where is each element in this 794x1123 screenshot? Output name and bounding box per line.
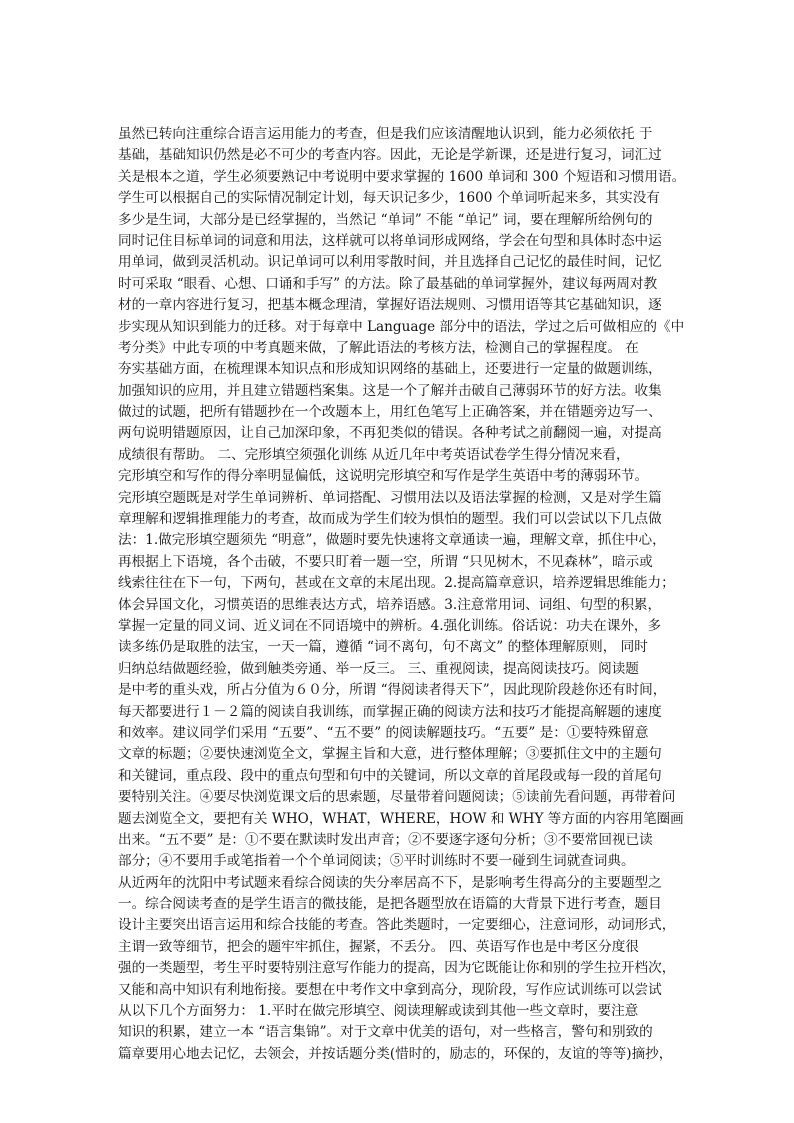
text-line: 是中考的重头戏，所占分值为６０分，所谓 “得阅读者得天下”，因此现阶段趁你还有时间，: [118, 682, 667, 699]
text-line: 基础，基础知识仍然是必不可少的考查内容。因此，无论是学新课，还是进行复习，词汇过: [118, 147, 662, 164]
text-line: 加强知识的应用，并且建立错题档案集。这是一个了解并击破自己薄弱环节的好方法。收集: [118, 382, 662, 399]
text-line: 线索往往在下一句，下两句，甚或在文章的末尾出现。2.提高篇章意识，培养逻辑思维能力；: [118, 575, 675, 592]
text-line: 部分；④不要用手或笔指着一个个单词阅读；⑤平时训练时不要一碰到生词就查词典。: [118, 853, 635, 870]
text-line: 强的一类题型，考生平时要特别注意写作能力的提高，因为它既能让你和别的学生拉开档次，: [118, 960, 676, 977]
text-line: 体会异国文化，习惯英语的思维表达方式，培养语感。3.注意常用词、词组、句型的积累，: [118, 596, 662, 613]
text-line: 关是根本之道，学生必须要熟记中考说明中要求掌握的 1600 单词和 300 个短语和习惯用语。: [118, 168, 686, 185]
text-line: 完形填空和写作的得分率明显偏低，这说明完形填空和写作是学生英语中考的薄弱环节。: [118, 468, 649, 485]
text-line: 出来。“五不要” 是：①不要在默读时发出声音；②不要逐字逐句分析；③不要常回视已读: [118, 831, 653, 848]
text-line: 完形填空题既是对学生单词辨析、单词搭配、习惯用法以及语法掌握的检测，又是对学生篇: [118, 489, 662, 506]
document-body: [118, 124, 686, 1065]
text-line: 成绩很有帮助。 二、完形填空须强化训练 从近几年中考英语试卷学生得分情况来看，: [118, 446, 630, 463]
text-line: 用单词，做到灵活机动。识记单词可以利用零散时间，并且选择自己记忆的最佳时间，记忆: [118, 254, 662, 271]
text-line: 从以下几个方面努力： 1.平时在做完形填空、阅读理解或读到其他一些文章时，要注意: [118, 1003, 639, 1020]
text-line: 要特别关注。④要尽快浏览课文后的思索题，尽量带着问题阅读；⑤读前先看问题，再带着问: [118, 789, 676, 806]
text-line: 多少是生词，大部分是已经掌握的，当然记 “单词” 不能 “单记” 词，要在理解所给例句的: [118, 211, 653, 228]
text-line: 和关键词，重点段、段中的重点句型和句中的关键词，所以文章的首尾段或每一段的首尾句: [118, 767, 662, 784]
text-line: 知识的积累，建立一本 “语言集锦”。对于文章中优美的语句，对一些格言，警句和别致的: [118, 1024, 653, 1041]
text-line: 题去浏览全文，要把有关 WHO，WHAT，WHERE，HOW 和 WHY 等方面的内容用笔圈画: [118, 810, 684, 827]
text-line: 从近两年的沈阳中考试题来看综合阅读的失分率居高不下，是影响考生得高分的主要题型之: [118, 874, 662, 891]
text-line: 读多练仍是取胜的法宝，一天一篇，遵循 “词不离句，句不离文” 的整体理解原则， 同时: [118, 639, 648, 656]
text-line: 材的一章内容进行复习，把基本概念理清，掌握好语法规则、习惯用语等其它基础知识，逐: [118, 297, 662, 314]
text-line: 再根据上下语境，各个击破，不要只盯着一题一空，所谓 “只见树木，不见森林”，暗示或: [118, 553, 653, 570]
text-line: 法：1.做完形填空题须先 “明意”，做题时要先快速将文章通读一遍，理解文章，抓住中心，: [118, 532, 666, 549]
text-line: 章理解和逻辑推理能力的考查，故而成为学生们较为惧怕的题型。我们可以尝试以下几点做: [118, 511, 662, 528]
text-line: 考分类》中此专项的中考真题来做，了解此语法的考核方法，检测自己的掌握程度。 在: [118, 339, 639, 356]
text-line: 归纳总结做题经验，做到触类旁通、举一反三。 三、重视阅读，提高阅读技巧。阅读题: [118, 660, 639, 677]
text-line: 文章的标题；②要快速浏览全文，掌握主旨和大意，进行整体理解；③要抓住文中的主题句: [118, 746, 662, 763]
text-line: 学生可以根据自己的实际情况制定计划，每天识记多少，1600 个单词听起来多，其实没有: [118, 190, 660, 207]
text-line: 两句说明错题原因，让自己加深印象，不再犯类似的错误。各种考试之前翻阅一遍，对提高: [118, 425, 662, 442]
text-line: 一。综合阅读考查的是学生语言的微技能，是把各题型放在语篇的大背景下进行考查，题目: [118, 896, 662, 913]
text-line: 篇章要用心地去记忆，去领会，并按话题分类(惜时的，励志的，环保的，友谊的等等)摘抄，: [118, 1045, 673, 1062]
text-line: 主谓一致等细节，把会的题牢牢抓住，握紧，不丢分。 四、英语写作也是中考区分度很: [118, 938, 639, 955]
text-line: 设计主要突出语言运用和综合技能的考查。答此类题时，一定要细心，注意词形，动词形式，: [118, 917, 676, 934]
text-line: 做过的试题，把所有错题抄在一个改题本上，用红色笔写上正确答案，并在错题旁边写一、: [118, 404, 662, 421]
text-line: 掌握一定量的同义词、近义词在不同语境中的辨析。4.强化训练。俗话说：功夫在课外，多: [118, 617, 662, 634]
text-line: 和效率。建议同学们采用 “五要”、“五不要” 的阅读解题技巧。“五要” 是：①要特殊留意: [118, 724, 649, 741]
text-line: 又能和高中知识有利地衔接。要想在中考作文中拿到高分，现阶段，写作应试训练可以尝试: [118, 981, 662, 998]
text-line: 时可采取 “眼看、心想、口诵和手写” 的方法。除了最基础的单词掌握外，建议每两周对教: [118, 275, 658, 292]
text-line: 每天都要进行１－２篇的阅读自我训练，而掌握正确的阅读方法和技巧才能提高解题的速度: [118, 703, 662, 720]
text-line: 同时记住目标单词的词意和用法，这样就可以将单词形成网络，学会在句型和具体时态中运: [118, 232, 662, 249]
text-line: 夯实基础方面，在梳理课本知识点和形成知识网络的基础上，还要进行一定量的做题训练，: [118, 361, 662, 378]
text-line: 虽然已转向注重综合语言运用能力的考查，但是我们应该清醒地认识到，能力必须依托 于: [118, 126, 653, 142]
text-line: 步实现从知识到能力的迁移。对于每章中 Language 部分中的语法，学过之后可做相应的《中: [118, 318, 685, 335]
